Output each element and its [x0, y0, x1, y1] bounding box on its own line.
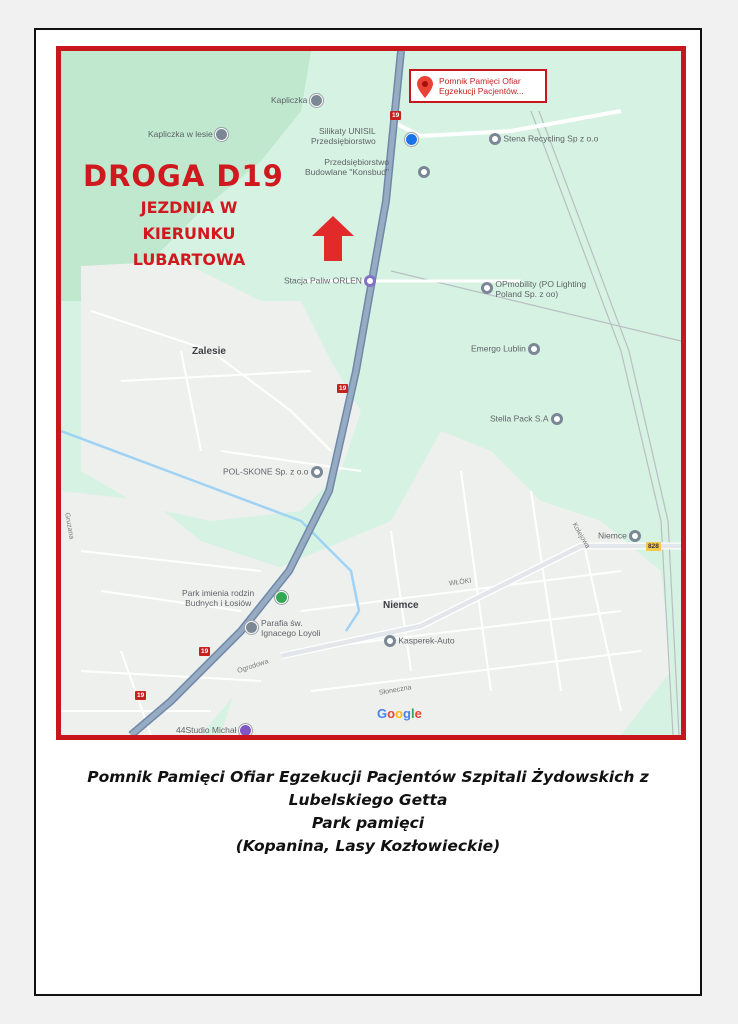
place-studio[interactable] — [176, 724, 252, 737]
place-stena[interactable] — [489, 133, 598, 145]
subtitle-line: LUBARTOWA — [132, 250, 246, 269]
fuel-station-icon — [364, 275, 376, 287]
google-attribution: Google — [377, 706, 422, 721]
business-icon — [489, 133, 501, 145]
church-icon — [245, 621, 258, 634]
business-icon — [481, 282, 493, 294]
caption-line: Lubelskiego Getta — [288, 791, 448, 809]
place-label: Park imienia rodzin — [182, 588, 255, 598]
map-canvas — [61, 51, 681, 735]
place-label: Emergo Lublin — [471, 343, 526, 354]
business-icon — [384, 635, 396, 647]
place-stella[interactable] — [490, 413, 563, 425]
place-label: POL-SKONE Sp. z o.o — [223, 466, 309, 477]
business-icon — [418, 166, 430, 178]
place-kasperek[interactable] — [384, 635, 455, 647]
place-label: Stena Recycling Sp z o.o — [503, 133, 599, 144]
chapel-icon — [310, 94, 323, 107]
place-label: Budowlane "Konsbud" — [305, 167, 390, 177]
subtitle-line: KIERUNKU — [142, 224, 236, 243]
road-shield: 19 — [339, 385, 347, 392]
road-subtitle — [119, 195, 259, 273]
park-icon — [275, 591, 288, 604]
place-opmobility[interactable] — [481, 279, 586, 299]
road-shield: 19 — [137, 692, 145, 699]
place-niemce: Niemce — [383, 600, 419, 611]
place-label: Niemce — [598, 530, 627, 541]
chapel-icon — [215, 128, 228, 141]
place-label: Stacja Paliw ORLEN — [284, 275, 362, 286]
place-label: 44Studio Michał — [176, 724, 237, 735]
road-title: DROGA D19 — [83, 159, 284, 193]
street-ogrodowa: Ogrodowa — [236, 658, 270, 675]
subtitle-line: JEZDNIA W — [140, 198, 238, 217]
business-icon — [528, 343, 540, 355]
place-label: Przedsiębiorstwo — [311, 136, 376, 146]
place-park[interactable] — [182, 588, 254, 608]
place-orlen[interactable] — [284, 275, 376, 287]
map-pin-icon — [417, 76, 433, 98]
caption-line: Park pamięci — [311, 814, 425, 832]
place-label: Parafia św. — [261, 618, 303, 628]
place-kapliczka-w-lesie[interactable] — [148, 128, 228, 141]
place-label: Silikaty UNISIL — [319, 126, 376, 136]
place-konsbud[interactable] — [305, 157, 389, 177]
place-label: Kapliczka w lesie — [148, 128, 213, 139]
pin-label-line: Pomnik Pamięci Ofiar — [439, 76, 521, 86]
street-sloneczna: Słoneczna — [378, 684, 412, 697]
transit-stop-icon — [629, 530, 641, 542]
destination-pin-box[interactable] — [409, 69, 547, 103]
place-polskone[interactable] — [223, 466, 323, 478]
place-silikaty[interactable] — [311, 126, 376, 146]
road-shield: 19 — [392, 112, 400, 119]
place-label: Kapliczka — [271, 94, 308, 105]
place-label: Kasperek-Auto — [398, 635, 455, 646]
caption-line: (Kopanina, Lasy Kozłowieckie) — [235, 837, 501, 855]
street-wloki: WŁÓKI — [448, 577, 472, 588]
street-gruzana: Gruzana — [63, 512, 75, 540]
caption-line: Pomnik Pamięci Ofiar Egzekucji Pacjentów Szpitali Żydowskich z — [87, 768, 649, 786]
place-emergo[interactable] — [471, 343, 540, 355]
place-label: Poland Sp. z oo) — [495, 289, 559, 299]
place-niemce-stop[interactable] — [598, 530, 641, 542]
pin-label — [439, 76, 524, 96]
place-label: OPmobility (PO Lighting — [495, 279, 587, 289]
road-shield: 828 — [648, 543, 659, 550]
place-kapliczka[interactable] — [271, 94, 323, 107]
place-label: Przedsiębiorstwo — [324, 157, 390, 167]
shop-icon — [405, 133, 418, 146]
direction-arrow-icon — [312, 216, 354, 261]
street-kolejowa: Kolejowa — [570, 521, 591, 550]
caption — [34, 766, 702, 858]
place-parafia[interactable] — [261, 618, 321, 638]
business-icon — [311, 466, 323, 478]
place-zalesie: Zalesie — [192, 346, 226, 357]
place-label: Ignacego Loyoli — [261, 628, 321, 638]
pin-label-line: Egzekucji Pacjentów... — [439, 86, 524, 96]
road-shield: 19 — [201, 648, 209, 655]
studio-icon — [239, 724, 252, 737]
business-icon — [551, 413, 563, 425]
map-panel[interactable] — [56, 46, 686, 740]
place-label: Budnych i Łosiów — [185, 598, 252, 608]
place-label: Stella Pack S.A — [490, 413, 549, 424]
